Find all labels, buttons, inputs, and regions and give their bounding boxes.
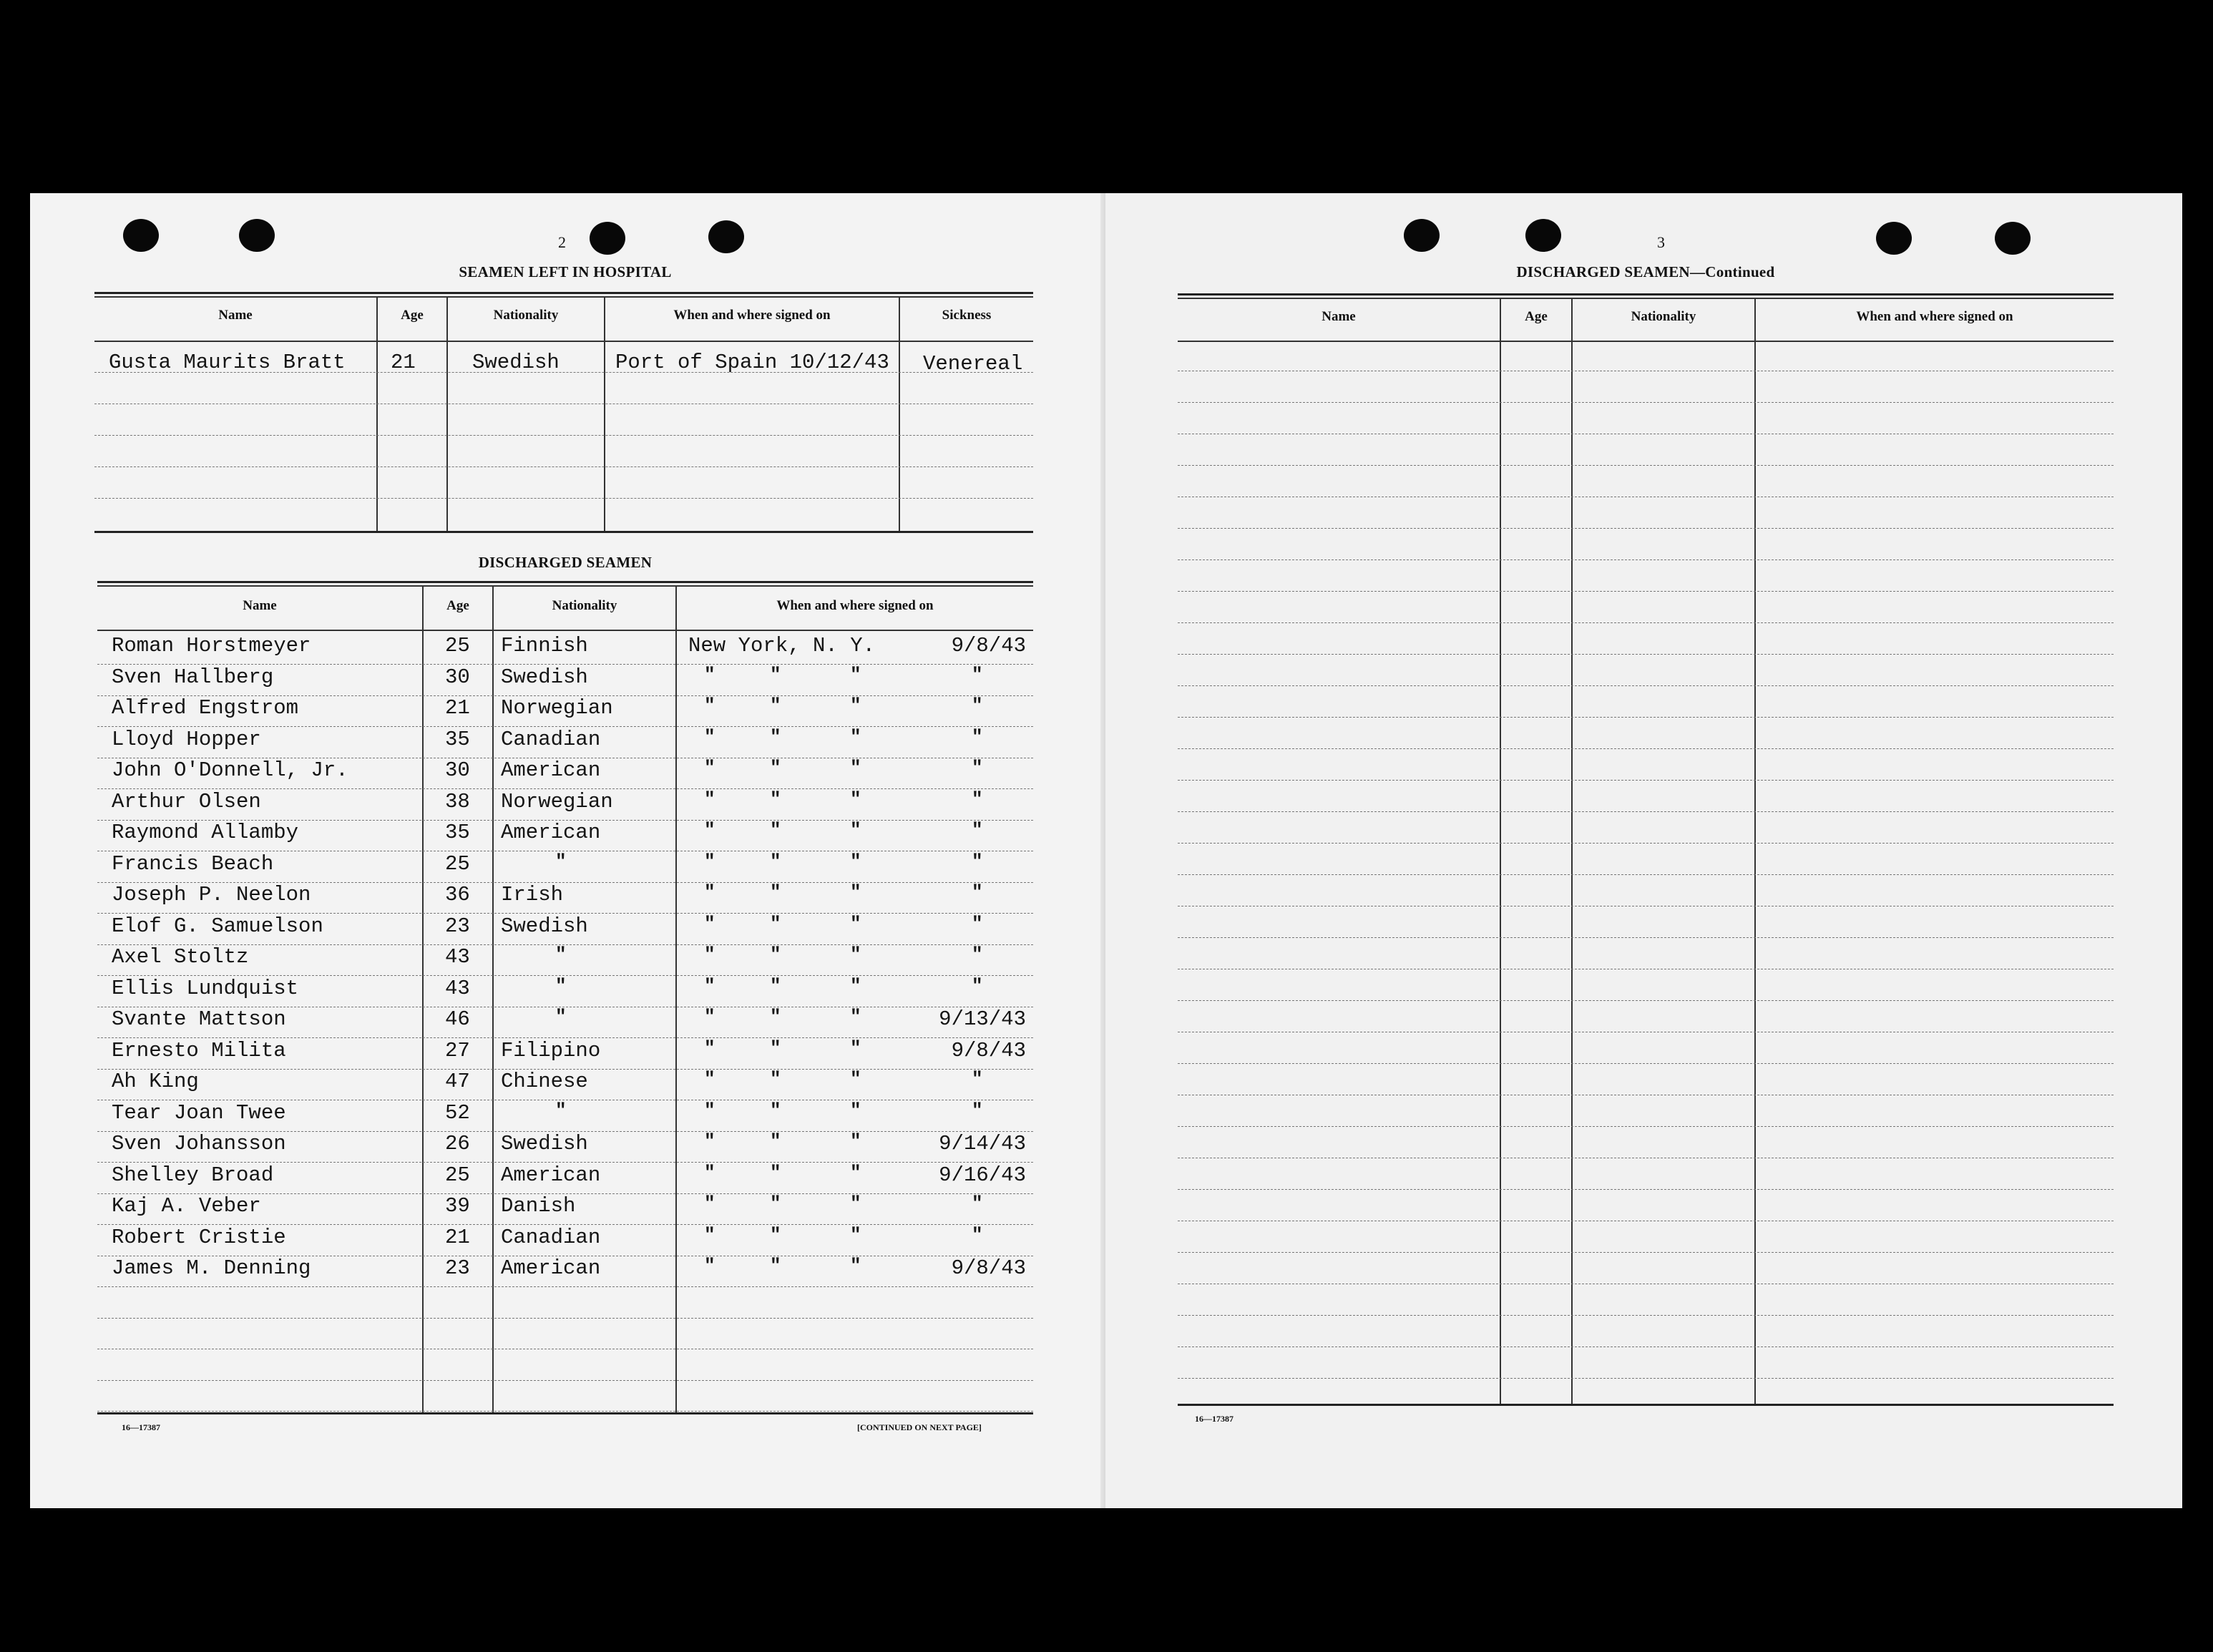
place-ditto: "	[850, 1130, 861, 1152]
place-ditto: "	[704, 944, 715, 965]
column-line	[675, 585, 677, 1412]
seaman-name: Elof G. Samuelson	[112, 914, 323, 938]
seaman-nationality: Chinese	[501, 1070, 588, 1093]
punch-hole	[239, 219, 275, 252]
seaman-name: Lloyd Hopper	[112, 728, 261, 751]
place-ditto: "	[850, 913, 861, 934]
signed-on-date: 9/8/43	[951, 634, 1026, 658]
column-line	[446, 296, 448, 531]
date-ditto: "	[972, 788, 983, 810]
place-ditto: "	[850, 757, 861, 778]
place-ditto: "	[704, 819, 715, 841]
discharged-section-title: DISCHARGED SEAMEN	[478, 554, 653, 571]
row-line	[1178, 1063, 2114, 1064]
row-line	[1178, 874, 2114, 875]
nationality-ditto: "	[555, 975, 567, 997]
place-ditto: "	[704, 881, 715, 903]
date-ditto: "	[972, 757, 983, 778]
place-ditto: "	[770, 1037, 781, 1059]
seaman-name: Ernesto Milita	[112, 1039, 286, 1062]
seaman-name: Joseph P. Neelon	[112, 883, 311, 906]
date-ditto: "	[972, 664, 983, 685]
row-line	[97, 913, 1033, 914]
place-ditto: "	[850, 851, 861, 872]
header-age: Age	[1525, 309, 1548, 324]
row-line	[97, 726, 1033, 727]
seaman-age: 43	[445, 945, 470, 969]
place-ditto: "	[704, 1006, 715, 1027]
signed-on-date: 9/8/43	[951, 1256, 1026, 1280]
signed-on-date: 9/14/43	[939, 1132, 1026, 1155]
seaman-name: Robert Cristie	[112, 1226, 286, 1249]
seaman-nationality: Canadian	[501, 728, 601, 751]
row-line	[1178, 622, 2114, 623]
punch-hole	[708, 220, 744, 253]
place-ditto: "	[770, 913, 781, 934]
place-ditto: "	[770, 1068, 781, 1090]
date-ditto: "	[972, 1193, 983, 1214]
seaman-age: 21	[445, 696, 470, 720]
row-line	[97, 1318, 1033, 1319]
seaman-nationality: Finnish	[501, 634, 588, 658]
nationality-ditto: "	[555, 851, 567, 872]
seaman-name: Alfred Engstrom	[112, 696, 299, 720]
seaman-nationality: American	[501, 821, 601, 844]
row-line	[97, 1286, 1033, 1287]
discharged-continued-title: DISCHARGED SEAMEN—Continued	[1516, 263, 1775, 280]
row-line	[97, 664, 1033, 665]
seaman-name: Shelley Broad	[112, 1163, 274, 1187]
continued-note: [CONTINUED ON NEXT PAGE]	[857, 1422, 982, 1432]
place-ditto: "	[850, 881, 861, 903]
header-age: Age	[446, 598, 469, 613]
row-line	[1178, 811, 2114, 812]
seaman-age: 52	[445, 1101, 470, 1125]
seaman-nationality: Swedish	[501, 665, 588, 689]
column-line	[492, 585, 494, 1412]
place-ditto: "	[704, 664, 715, 685]
date-ditto: "	[972, 695, 983, 716]
date-ditto: "	[972, 851, 983, 872]
seaman-name: Raymond Allamby	[112, 821, 299, 844]
place-ditto: "	[850, 788, 861, 810]
seaman-age: 38	[445, 790, 470, 813]
seaman-name: James M. Denning	[112, 1256, 311, 1280]
right-page	[1105, 193, 2182, 1508]
column-line	[1754, 298, 1756, 1404]
place-ditto: "	[850, 1037, 861, 1059]
column-line	[604, 296, 605, 531]
row-line	[1178, 1189, 2114, 1190]
seaman-name: Kaj A. Veber	[112, 1194, 261, 1218]
seaman-age: 30	[445, 758, 470, 782]
seaman-name: Axel Stoltz	[112, 945, 249, 969]
place-ditto: "	[850, 1255, 861, 1276]
punch-hole	[590, 222, 625, 255]
rule	[97, 630, 1033, 631]
seaman-nationality: Danish	[501, 1194, 576, 1218]
nationality-ditto: "	[555, 1006, 567, 1027]
header-nationality: Nationality	[1631, 309, 1696, 324]
place-ditto: "	[770, 1100, 781, 1121]
seaman-age: 25	[445, 634, 470, 658]
place-ditto: "	[704, 726, 715, 748]
place-ditto: "	[770, 851, 781, 872]
row-line	[1178, 780, 2114, 781]
seaman-name: Ellis Lundquist	[112, 977, 299, 1000]
seaman-age: 35	[445, 821, 470, 844]
form-number: 16—17387	[122, 1422, 160, 1432]
date-ditto: "	[972, 1100, 983, 1121]
rule	[1178, 293, 2114, 295]
row-line	[97, 1162, 1033, 1163]
punch-hole	[123, 219, 159, 252]
seaman-age: 25	[445, 1163, 470, 1187]
place-ditto: "	[850, 1068, 861, 1090]
hospital-age: 21	[391, 351, 416, 374]
place-ditto: "	[770, 1006, 781, 1027]
row-line	[97, 788, 1033, 789]
nationality-ditto: "	[555, 944, 567, 965]
seaman-nationality: Irish	[501, 883, 564, 906]
place-ditto: "	[770, 757, 781, 778]
page-number: 2	[558, 233, 566, 251]
hospital-signed-on: Port of Spain 10/12/43	[615, 351, 889, 374]
place-ditto: "	[704, 1130, 715, 1152]
signed-on-date: 9/16/43	[939, 1163, 1026, 1187]
place-ditto: "	[704, 1162, 715, 1183]
page-number: 3	[1657, 233, 1665, 251]
place-ditto: "	[770, 1224, 781, 1246]
row-line	[1178, 685, 2114, 686]
header-name: Name	[1322, 309, 1356, 324]
seaman-nationality: American	[501, 1163, 601, 1187]
hospital-name: Gusta Maurits Bratt	[109, 351, 346, 374]
date-ditto: "	[972, 944, 983, 965]
header-signed-on: When and where signed on	[1856, 309, 2013, 324]
header-name: Name	[243, 598, 277, 613]
header-signed-on: When and where signed on	[673, 308, 831, 323]
column-line	[899, 296, 900, 531]
row-line	[1178, 591, 2114, 592]
rule	[97, 1412, 1033, 1414]
date-ditto: "	[972, 913, 983, 934]
row-line	[1178, 1126, 2114, 1127]
place-ditto: "	[850, 726, 861, 748]
row-line	[1178, 937, 2114, 938]
place-ditto: "	[850, 1193, 861, 1214]
row-line	[1178, 717, 2114, 718]
place-ditto: "	[850, 1224, 861, 1246]
seaman-age: 35	[445, 728, 470, 751]
row-line	[97, 1380, 1033, 1381]
seaman-nationality: Norwegian	[501, 696, 613, 720]
place-ditto: "	[704, 975, 715, 997]
column-line	[422, 585, 424, 1412]
hospital-sickness: Venereal	[923, 352, 1023, 376]
header-nationality: Nationality	[493, 308, 559, 323]
seaman-nationality: Norwegian	[501, 790, 613, 813]
seaman-nationality: Swedish	[501, 1132, 588, 1155]
row-line	[1178, 465, 2114, 466]
seaman-age: 27	[445, 1039, 470, 1062]
row-line	[1178, 1252, 2114, 1253]
place-ditto: "	[850, 1100, 861, 1121]
rule	[94, 292, 1033, 294]
column-line	[376, 296, 378, 531]
place-ditto: "	[850, 664, 861, 685]
seaman-age: 43	[445, 977, 470, 1000]
rule	[97, 581, 1033, 583]
header-sickness: Sickness	[942, 308, 992, 323]
place-ditto: "	[850, 944, 861, 965]
seaman-name: Sven Johansson	[112, 1132, 286, 1155]
place-ditto: "	[704, 1100, 715, 1121]
seaman-age: 25	[445, 852, 470, 876]
rule	[1178, 341, 2114, 342]
column-line	[1571, 298, 1573, 1404]
seaman-name: Roman Horstmeyer	[112, 634, 311, 658]
row-line	[94, 498, 1033, 499]
date-ditto: "	[972, 881, 983, 903]
seaman-nationality: Filipino	[501, 1039, 601, 1062]
place-ditto: "	[704, 1068, 715, 1090]
row-line	[1178, 528, 2114, 529]
rule	[97, 585, 1033, 587]
place-ditto: "	[704, 1037, 715, 1059]
place-ditto: "	[770, 975, 781, 997]
place-ditto: "	[704, 695, 715, 716]
seaman-age: 36	[445, 883, 470, 906]
column-line	[1500, 298, 1501, 1404]
place-ditto: "	[704, 757, 715, 778]
form-number: 16—17387	[1195, 1414, 1233, 1424]
header-nationality: Nationality	[552, 598, 617, 613]
row-line	[1178, 559, 2114, 560]
place-ditto: "	[770, 944, 781, 965]
row-line	[1178, 1315, 2114, 1316]
date-ditto: "	[972, 975, 983, 997]
place-ditto: "	[704, 913, 715, 934]
row-line	[94, 466, 1033, 467]
place-ditto: "	[770, 881, 781, 903]
row-line	[97, 1224, 1033, 1225]
hospital-nationality: Swedish	[472, 351, 560, 374]
place-ditto: "	[704, 788, 715, 810]
place-ditto: "	[850, 975, 861, 997]
rule	[94, 296, 1033, 298]
seaman-age: 39	[445, 1194, 470, 1218]
punch-hole	[1876, 222, 1912, 255]
nationality-ditto: "	[555, 1100, 567, 1121]
seaman-age: 26	[445, 1132, 470, 1155]
rule	[1178, 1404, 2114, 1406]
place-ditto: "	[770, 788, 781, 810]
place-ditto: "	[770, 1193, 781, 1214]
seaman-nationality: American	[501, 1256, 601, 1280]
signed-on-date: 9/13/43	[939, 1007, 1026, 1031]
place-ditto: "	[704, 1255, 715, 1276]
place-ditto: "	[850, 819, 861, 841]
seaman-nationality: Canadian	[501, 1226, 601, 1249]
seaman-age: 30	[445, 665, 470, 689]
place-ditto: "	[704, 1224, 715, 1246]
seaman-name: Francis Beach	[112, 852, 274, 876]
row-line	[1178, 1000, 2114, 1001]
seaman-age: 47	[445, 1070, 470, 1093]
place-ditto: "	[770, 695, 781, 716]
place-ditto: "	[770, 1130, 781, 1152]
seaman-name: Sven Hallberg	[112, 665, 274, 689]
row-line	[97, 1037, 1033, 1038]
place-ditto: "	[770, 664, 781, 685]
seaman-age: 23	[445, 914, 470, 938]
seaman-nationality: American	[501, 758, 601, 782]
row-line	[1178, 843, 2114, 844]
rule	[94, 531, 1033, 533]
row-line	[1178, 748, 2114, 749]
row-line	[1178, 402, 2114, 403]
row-line	[94, 435, 1033, 436]
place-ditto: "	[770, 726, 781, 748]
seaman-nationality: Swedish	[501, 914, 588, 938]
place-ditto: "	[850, 1162, 861, 1183]
row-line	[1178, 1378, 2114, 1379]
punch-hole	[1995, 222, 2031, 255]
place-ditto: "	[704, 1193, 715, 1214]
punch-hole	[1525, 219, 1561, 252]
place-ditto: "	[850, 1006, 861, 1027]
seaman-age: 46	[445, 1007, 470, 1031]
punch-hole	[1404, 219, 1440, 252]
date-ditto: "	[972, 819, 983, 841]
seaman-name: Ah King	[112, 1070, 199, 1093]
place-ditto: "	[704, 851, 715, 872]
signed-on-date: 9/8/43	[951, 1039, 1026, 1062]
header-age: Age	[401, 308, 424, 323]
date-ditto: "	[972, 726, 983, 748]
place-ditto: "	[770, 1255, 781, 1276]
seaman-name: John O'Donnell, Jr.	[112, 758, 348, 782]
seaman-name: Arthur Olsen	[112, 790, 261, 813]
hospital-section-title: SEAMEN LEFT IN HOSPITAL	[459, 263, 672, 280]
place-ditto: "	[770, 1162, 781, 1183]
seaman-age: 23	[445, 1256, 470, 1280]
rule	[94, 341, 1033, 342]
row-line	[1178, 654, 2114, 655]
date-ditto: "	[972, 1224, 983, 1246]
signed-on-place: New York, N. Y.	[688, 634, 876, 658]
date-ditto: "	[972, 1068, 983, 1090]
seaman-name: Tear Joan Twee	[112, 1101, 286, 1125]
header-name: Name	[218, 308, 253, 323]
header-signed-on: When and where signed on	[776, 598, 934, 613]
place-ditto: "	[850, 695, 861, 716]
row-line	[97, 1411, 1033, 1412]
row-line	[1178, 1346, 2114, 1347]
rule	[1178, 298, 2114, 299]
seaman-name: Svante Mattson	[112, 1007, 286, 1031]
place-ditto: "	[770, 819, 781, 841]
seaman-age: 21	[445, 1226, 470, 1249]
